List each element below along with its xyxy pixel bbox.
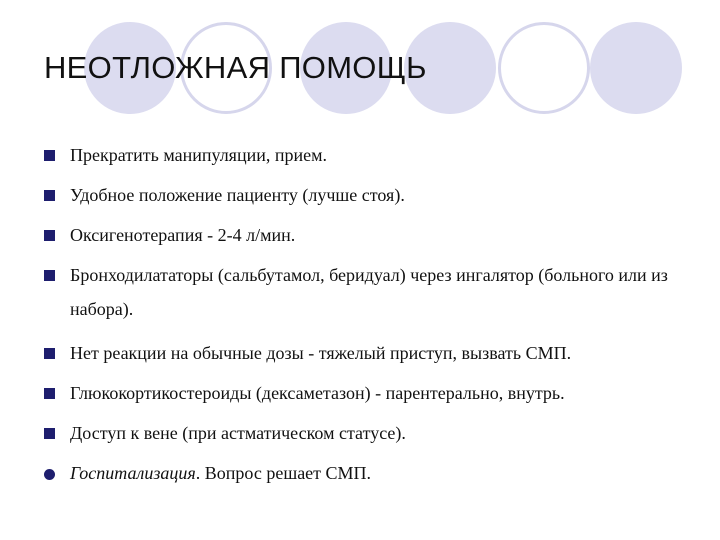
bullet-text: Удобное положение пациенту (лучше стоя). bbox=[70, 185, 405, 205]
square-bullet-icon bbox=[44, 190, 55, 201]
square-bullet-icon bbox=[44, 150, 55, 161]
decorative-circle bbox=[498, 22, 590, 114]
square-bullet-icon bbox=[44, 428, 55, 439]
bullet-text bbox=[70, 456, 702, 490]
round-bullet-icon bbox=[44, 469, 55, 480]
square-bullet-icon bbox=[44, 270, 55, 281]
bullet-text: Прекратить манипуляции, прием. bbox=[70, 145, 328, 165]
bullet-emphasis: Госпитализация bbox=[70, 463, 196, 483]
bullet-text: Доступ к вене (при астматическом статусе). bbox=[70, 423, 406, 443]
slide-title: НЕОТЛОЖНАЯ ПОМОЩЬ bbox=[44, 50, 427, 85]
bullet-rest: . Вопрос решает СМП. bbox=[195, 463, 372, 483]
bullet-text: Бронходилататоры (сальбутамол, беридуал) через ингалятор (больного или из набора). bbox=[70, 265, 668, 319]
square-bullet-icon bbox=[44, 230, 55, 241]
square-bullet-icon bbox=[44, 348, 55, 359]
bullet-text: Глюкокортикостероиды (дексаметазон) - парентерально, внутрь. bbox=[70, 383, 565, 403]
square-bullet-icon bbox=[44, 388, 55, 399]
decorative-circle bbox=[590, 22, 682, 114]
bullet-text: Нет реакции на обычные дозы - тяжелый приступ, вызвать СМП. bbox=[70, 343, 572, 363]
bullet-text: Оксигенотерапия - 2-4 л/мин. bbox=[70, 225, 296, 245]
